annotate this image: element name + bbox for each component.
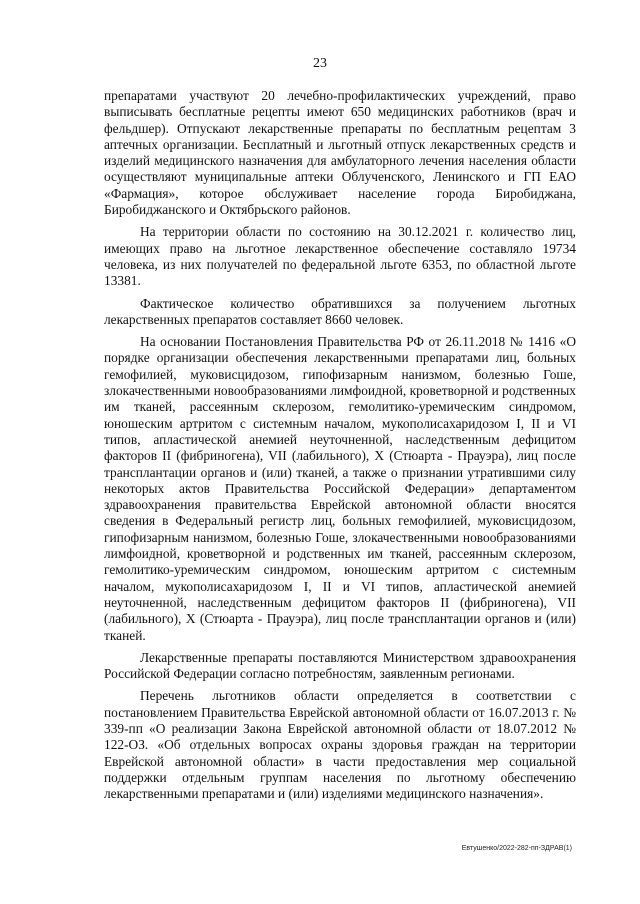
paragraph-beneficiary-list: Перечень льготников области определяется в соответствии с постановлением Правительства Еврейской автономной области от 16.07.2013 г. № 339-пп «О реализации Закона Еврейской автономной области от 18.07.2012 № 122-ОЗ. «Об отдельных вопросах охраны здоровья граждан на территории Еврейской автономной области» в части предоставления мер социальной поддержки отдельным группам населения по льготному обеспечению лекарственными препаратами и (или) изделиями медицинского назначения». (104, 688, 576, 802)
paragraph-drug-supply: Лекарственные препараты поставляются Министерством здравоохранения Российской Федерации согласно потребностям, заявленным регионами. (104, 649, 576, 682)
paragraph-federal-register: На основании Постановления Правительства РФ от 26.11.2018 № 1416 «О порядке организации обеспечения лекарственными препаратами лиц, больных гемофилией, муковисцидозом, гипофизарным нанизмом, болезнью Гоше, злокачественными новообразованиями лимфоидной, кроветворной и родственных им тканей, рассеянным склерозом, гемолитико-уремическим синдромом, юношеским артритом с системным началом, мукополисахаридозом I, II и VI типов, апластической анемией неуточненной, наследственным дефицитом факторов II (фибриногена), VII (лабильного), X (Стюарта - Прауэра), лиц после трансплантации органов и (или) тканей, а также о признании утратившими силу некоторых актов Правительства Российской Федерации» департаментом здравоохранения правительства Еврейской автономной области вносятся сведения в Федеральный регистр лиц, больных гемофилией, муковисцидозом, гипофизарным нанизмом, болезнью Гоше, злокачественными новообразованиями лимфоидной, кроветворной и родственных им тканей, рассеянным склерозом, гемолитико-уремическим синдромом, юношеским артритом с системным началом, мукополисахаридозом I, II и VI типов, апластической анемией неуточненной, наследственным дефицитом факторов II (фибриногена), VII (лабильного), X (Стюарта - Прауэра), лиц после трансплантации органов и (или) тканей. (104, 334, 576, 643)
paragraph-beneficiary-count: На территории области по состоянию на 30.12.2021 г. количество лиц, имеющих право на льготное лекарственное обеспечение составляло 19734 человека, из них получателей по федеральной льготе 6353, по областной льготе 13381. (104, 224, 576, 289)
page-number: 23 (313, 56, 327, 71)
paragraph-pharmacy-network: препаратами участвуют 20 лечебно-профилактических учреждений, право выписывать бесплатные рецепты имеют 650 медицинских работников (врач и фельдшер). Отпускают лекарственные препараты по бесплатным рецептам 3 аптечных организации. Бесплатный и льготный отпуск лекарственных средств и изделий медицинского назначения для амбулаторного лечения населения области осуществляют муниципальные аптеки Облученского, Ленинского и ГП ЕАО «Фармация», которое обслуживает население города Биробиджана, Биробиджанского и Октябрьского районов. (104, 88, 576, 218)
document-body (104, 88, 576, 808)
document-registration-code: Евтушенко/2022-282-пп-ЗДРАВ(1) (461, 845, 572, 852)
paragraph-actual-applicants: Фактическое количество обратившихся за получением льготных лекарственных препаратов составляет 8660 человек. (104, 295, 576, 327)
